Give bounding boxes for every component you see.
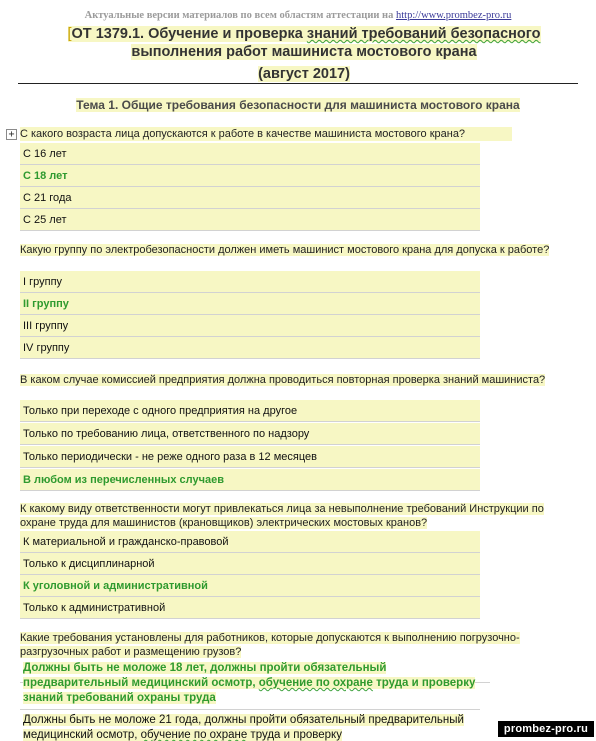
title-line2: выполнения работ машиниста мостового крана: [131, 44, 477, 60]
title-date: (август 2017): [258, 66, 350, 82]
answer-3-2[interactable]: Только по требованию лица, ответственного по надзору: [20, 423, 480, 445]
title-mark: [: [67, 26, 72, 42]
top-note-text: Актуальные версии материалов по всем областям аттестации на: [84, 10, 394, 21]
title-line1-pre: ОТ 1379.1. Обучение и проверка: [71, 26, 307, 42]
answer-3-3[interactable]: Только периодически - не реже одного раза в 12 месяцев: [20, 446, 480, 468]
question-1: С какого возраста лица допускаются к работе в качестве машиниста мостового крана?: [20, 127, 512, 141]
answer-3-1[interactable]: Только при переходе с одного предприятия на другое: [20, 400, 480, 422]
answer-4-3-correct[interactable]: К уголовной и административной: [20, 575, 480, 597]
expand-plus-icon[interactable]: +: [6, 129, 17, 140]
answer-1-3[interactable]: С 21 года: [20, 187, 480, 209]
answer-4-4[interactable]: Только к административной: [20, 597, 480, 619]
question-5: Какие требования установлены для работников, которые допускаются к выполнению погрузочно-разгрузочных работ и размещению грузов?: [20, 632, 520, 658]
answer-2-4[interactable]: IV группу: [20, 337, 480, 359]
answer-1-2-correct[interactable]: С 18 лет: [20, 165, 480, 187]
answer-4-2[interactable]: Только к дисциплинарной: [20, 553, 480, 575]
title-line1-wavy: знаний требований безопасного: [306, 26, 541, 42]
question-4: К какому виду ответственности могут привлекаться лица за невыполнение требований Инструкции по охране труда для машинистов (крановщиков) электрических мостовых кранов?: [20, 503, 544, 529]
question-3: В каком случае комиссией предприятия должна проводиться повторная проверка знаний машиниста?: [20, 374, 546, 386]
answer-5-1-correct[interactable]: Должны быть не моложе 18 лет, должны пройти обязательный предварительный медицинский осмотр, обучение по охране труда и проверку знаний требований охраны труда: [20, 661, 490, 683]
answer-5-2[interactable]: Должны быть не моложе 21 года, должны пройти обязательный предварительный медицинский осмотр, обучение по охране труда и проверку: [23, 714, 464, 741]
top-note-link[interactable]: http://www.prombez-pro.ru: [395, 10, 512, 21]
answer-1-4[interactable]: С 25 лет: [20, 209, 480, 231]
site-watermark: prombez-pro.ru: [498, 721, 594, 737]
answer-3-4-correct[interactable]: В любом из перечисленных случаев: [20, 469, 480, 491]
answer-2-3[interactable]: III группу: [20, 315, 480, 337]
section-title: Тема 1. Общие требования безопасности для машиниста мостового крана: [76, 98, 520, 112]
document-title: [54, 25, 554, 83]
question-2: Какую группу по электробезопасности должен иметь машинист мостового крана для допуска к работе?: [20, 244, 550, 256]
title-rule: [18, 83, 578, 84]
answer-5-divider: [20, 709, 480, 710]
top-note: [0, 10, 596, 21]
answer-4-1[interactable]: К материальной и гражданско-правовой: [20, 531, 480, 553]
answer-2-2-correct[interactable]: II группу: [20, 293, 480, 315]
answer-1-1[interactable]: С 16 лет: [20, 143, 480, 165]
answer-2-1[interactable]: I группу: [20, 271, 480, 293]
